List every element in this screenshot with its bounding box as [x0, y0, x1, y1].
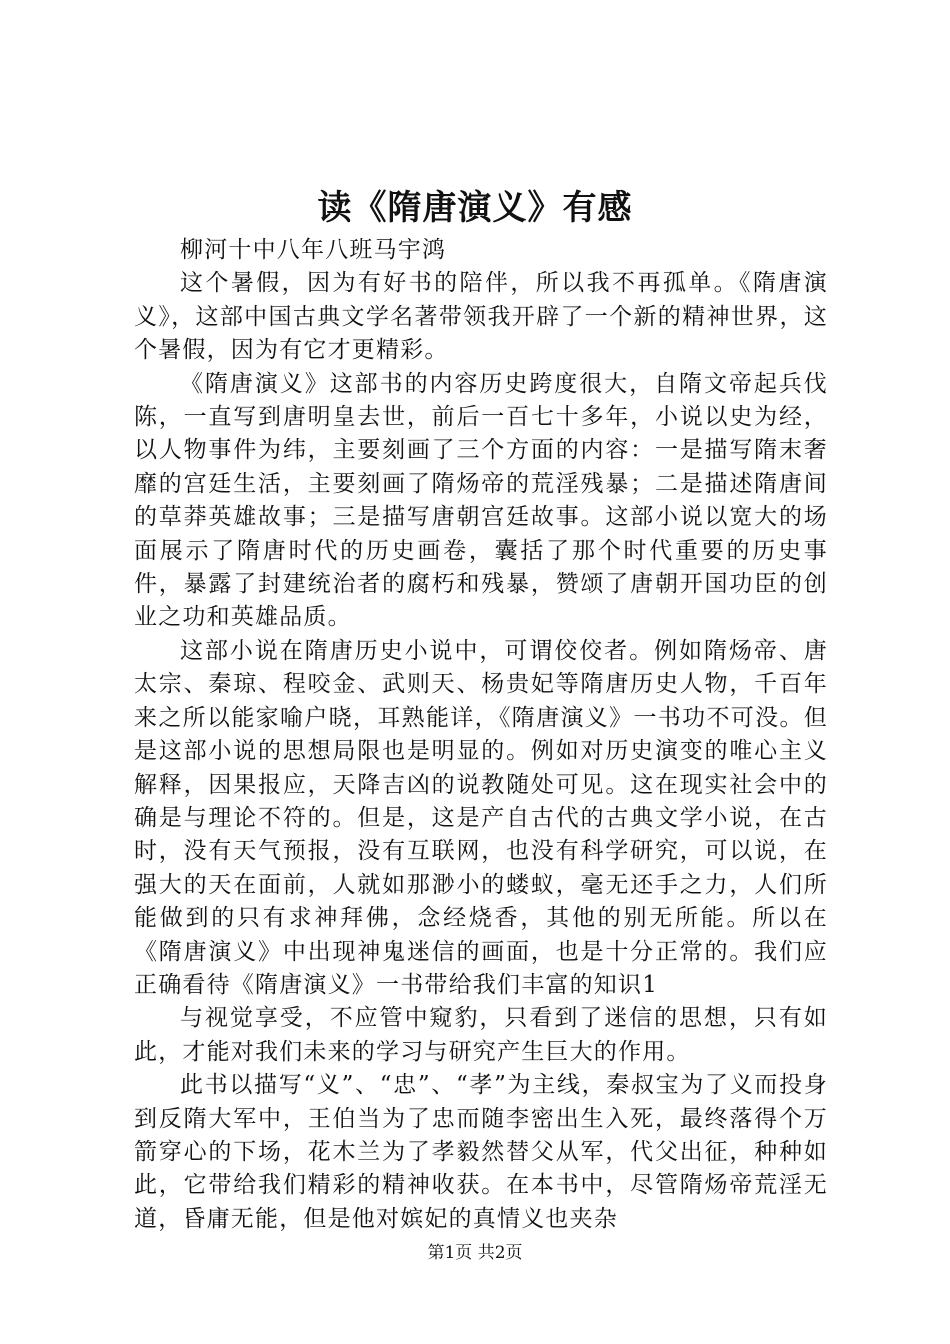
paragraph: 此书以描写“义”、“忠”、“孝”为主线，秦叔宝为了义而投身到反隋大军中，王伯当为了忠而随李密出生入死，最终落得个万箭穿心的下场，花木兰为了孝毅然替父从军，代父出征，种种如此，它带给我们精彩的精神收获。在本书中，尽管隋炀帝荒淫无道，昏庸无能，但是他对嫔妃的真情义也夹杂 [134, 1072, 828, 1232]
paragraph: 这部小说在隋唐历史小说中，可谓佼佼者。例如隋炀帝、唐太宗、秦琼、程咬金、武则天、杨贵妃等隋唐历史人物，千百年来之所以能家喻户晓，耳熟能详，《隋唐演义》一书功不可没。但是这部小说的思想局限也是明显的。例如对历史演变的唯心主义解释，因果报应，天降吉凶的说教随处可见。这在现实社会中的确是与理论不符的。但是，这是产自古代的古典文学小说，在古时，没有天气预报，没有互联网，也没有科学研究，可以说，在强大的天在面前，人就如那渺小的蝼蚁，毫无还手之力，人们所能做到的只有求神拜佛，念经烧香，其他的别无所能。所以在《隋唐演义》中出现神鬼迷信的画面，也是十分正常的。我们应正确看待《隋唐演义》一书带给我们丰富的知识1 [134, 637, 828, 998]
paragraph: 《隋唐演义》这部书的内容历史跨度很大，自隋文帝起兵伐陈，一直写到唐明皇去世，前后一百七十多年，小说以史为经，以人物事件为纬，主要刻画了三个方面的内容：一是描写隋末奢靡的宫廷生活，主要刻画了隋炀帝的荒淫残暴；二是描述隋唐间的草莽英雄故事；三是描写唐朝宫廷故事。这部小说以宽大的场面展示了隋唐时代的历史画卷，囊括了那个时代重要的历史事件，暴露了封建统治者的腐朽和残暴，赞颂了唐朝开国功臣的创业之功和英雄品质。 [134, 370, 828, 631]
page-footer: 第1页 共2页 [427, 1243, 523, 1263]
author-line: 柳河十中八年八班马宇鸿 [180, 237, 447, 263]
paragraph: 与视觉享受，不应管中窥豹，只看到了迷信的思想，只有如此，才能对我们未来的学习与研究产生巨大的作用。 [134, 1005, 828, 1065]
paragraph: 这个暑假，因为有好书的陪伴，所以我不再孤单。《隋唐演义》，这部中国古典文学名著带领我开辟了一个新的精神世界，这个暑假，因为有它才更精彩。 [134, 270, 828, 364]
document-title: 读《隋唐演义》有感 [317, 188, 633, 228]
document-body [134, 234, 828, 1236]
